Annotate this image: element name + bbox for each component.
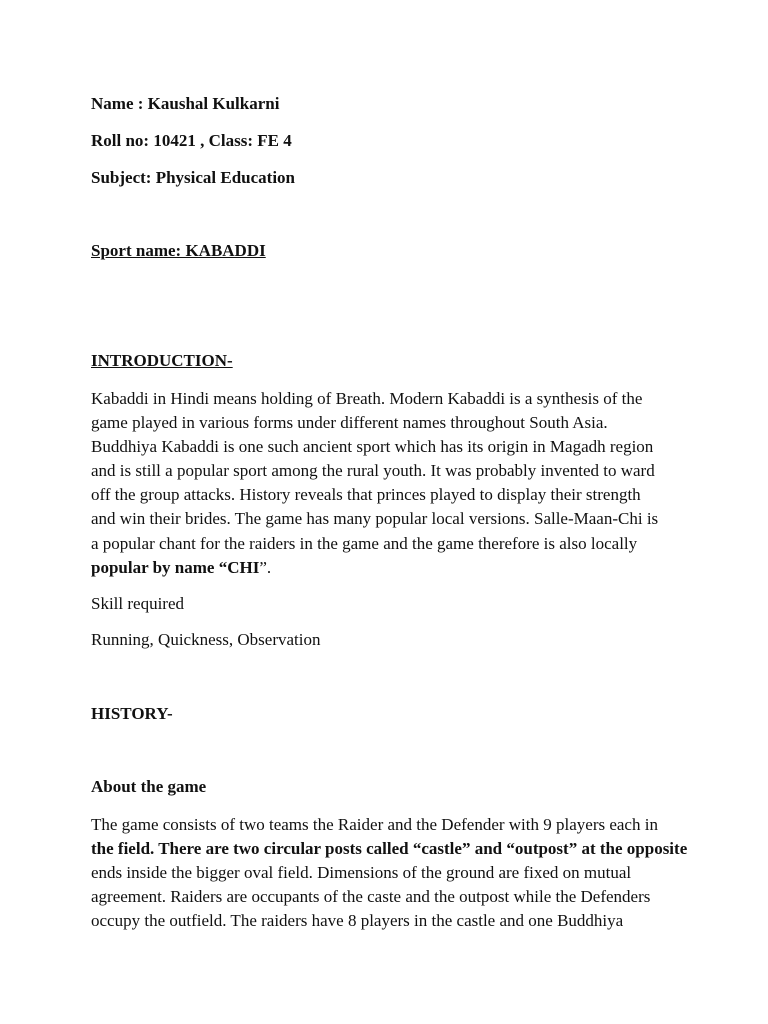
about-line: ends inside the bigger oval field. Dimensions of the ground are fixed on mutual <box>91 863 632 883</box>
intro-last-line-bold: popular by name “CHI <box>91 557 260 577</box>
about-line-bold: the field. There are two circular posts called “castle” and “outpost” at the opposite <box>91 839 688 859</box>
about-paragraph <box>91 813 691 933</box>
about-line: The game consists of two teams the Raider and the Defender with 9 players each in <box>91 815 658 834</box>
introduction-heading: INTRODUCTION- <box>91 351 233 370</box>
intro-line: game played in various forms under different names throughout South Asia. <box>91 413 608 433</box>
intro-line: a popular chant for the raiders in the game and the game therefore is also locally <box>91 533 638 553</box>
about-line: occupy the outfield. The raiders have 8 players in the castle and one Buddhiya <box>91 911 624 931</box>
skill-list: Running, Quickness, Observation <box>91 630 321 649</box>
intro-line: Kabaddi in Hindi means holding of Breath. Modern Kabaddi is a synthesis of the <box>91 389 643 408</box>
intro-line: Buddhiya Kabaddi is one such ancient sport which has its origin in Magadh region <box>91 437 654 457</box>
intro-line: off the group attacks. History reveals that princes played to display their strength <box>91 485 641 505</box>
intro-last-line <box>91 556 691 580</box>
about-line: agreement. Raiders are occupants of the caste and the outpost while the Defenders <box>91 887 651 907</box>
student-name: Name : Kaushal Kulkarni <box>91 94 280 113</box>
about-heading: About the game <box>91 777 207 796</box>
roll-and-class: Roll no: 10421 , Class: FE 4 <box>91 131 292 150</box>
history-heading: HISTORY- <box>91 704 173 723</box>
intro-line: and is still a popular sport among the rural youth. It was probably invented to ward <box>91 461 655 481</box>
intro-last-line-rest: ”. <box>259 557 272 577</box>
subject: Subject: Physical Education <box>91 168 296 187</box>
skill-required-label: Skill required <box>91 594 185 613</box>
introduction-paragraph <box>91 387 691 580</box>
intro-line: and win their brides. The game has many popular local versions. Salle-Maan-Chi is <box>91 509 659 529</box>
sport-name: Sport name: KABADDI <box>91 241 266 260</box>
